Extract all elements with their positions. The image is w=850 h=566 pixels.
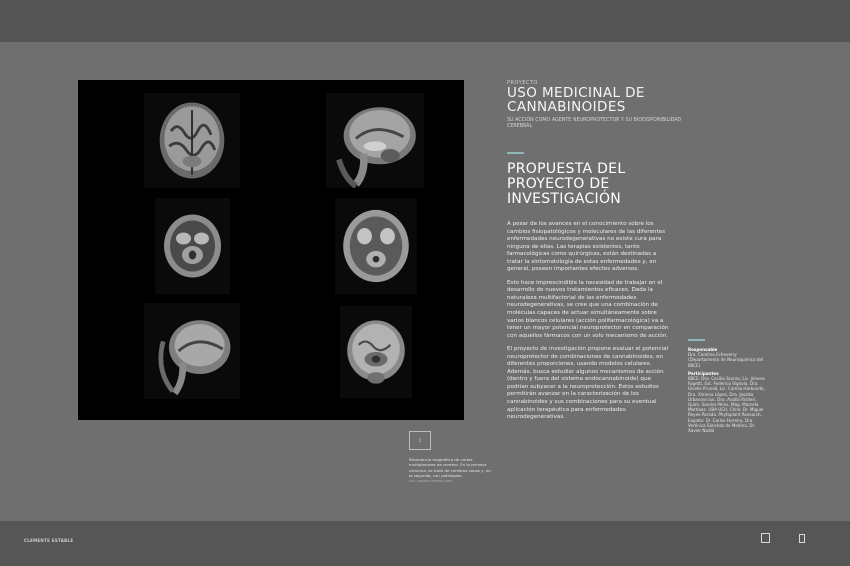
figure-credit: Foto: IMAGEM (CEDTC) 1993 [409,479,452,484]
figure-caption [409,457,491,484]
mri-axial-healthy [155,198,230,294]
brain-scan-image-3 [155,198,230,294]
body-paragraph-2: Esto hace imprescindible la necesidad de trabajar en el desarrollo de nuevos tratamientos eficaces. Dada la naturaleza multifactorial de las enfermedades neurodegenerativas, se cree que una combinación de moléculas capaces de actuar simultáneamente sobre varios blancos celulares (acción polifarmacológica) va a tener un mayor potencial neuroprotector en comparación con aquellos fármacos con un solo mecanismo de acción. [507,279,669,339]
mri-coronal-pathology [340,306,412,398]
accent-divider [507,152,524,154]
footer-institution: CLEMENTE ESTABLE [24,538,74,543]
top-bar [0,0,850,42]
footer-logos [761,533,826,543]
brain-scan-image-1 [144,93,240,188]
mri-axial-pathology [335,198,417,294]
project-title: USO MEDICINAL DE CANNABINOIDES [507,85,645,115]
university-emblem-icon [761,533,770,543]
participantes-list: IIBCE: Dra. Cecilia Scorza, Lic. Jimena Fagetti, Est. Federico Vignolo, Dra. Giselle Prunell, Lic. Camila Harbondo, Dra. Ximena López, Dra. Jessika Urbanavicius, Dra. Analía Richeri, Quím. Sandra Pérez, Mag. Marcela Martínez. UBA-UCH, Chile: Dr. Miguel Reyes-Parada. Phytoplant Research, España: Dr. Carlos Ferreiro, Dra. Verónica Sánchez de Medina, Dr. Xavier Nadal [688,376,765,434]
figure-caption-text: Resonancia magnética de cortes multiplanares de cerebro. En la primera columna, se trata de cerebros sanos y, en la segunda, con patologías. [409,457,491,478]
institute-logo [799,534,826,543]
participantes-label: Participantes [688,370,719,376]
university-logo [761,533,791,543]
responsable-name: Dra. Carolina Echeverry (Departamento de Neuroquímica del IIBCE) [688,352,764,368]
project-subtitle: SU ACCIÓN COMO AGENTE NEUROPROTECTOR Y SU BIODISPONIBILIDAD CEREBRAL [507,118,682,129]
sidebar-accent-divider [688,339,705,341]
section-title: PROPUESTA DEL PROYECTO DE INVESTIGACIÓN [507,161,626,207]
body-paragraph-3: El proyecto de investigación propone evaluar el potencial neuroprotector de combinaciones de cannabinoides, en diferentes proporciones, usando modelos celulares. Además, busca estudiar algunos mecanismos de acción (dentro y fuera del sistema endocannabinoide) que podrían subyacer a la neuroprotección. Estos estudios permitirán avanzar en la caracterización de los cannabinoides y sus combinaciones para su eventual aplicación terapéutica para enfermedades neurodegenerativas. [507,346,669,421]
credits-sidebar [688,344,768,433]
body-paragraph-1: A pesar de los avances en el conocimiento sobre los cambios fisiopatológicos y moleculares de las diferentes enfermedades neurodegenerativas no existe cura para ninguna de ellas. Las terapias existentes, tanto farmacológicas como quirúrgicas, están destinadas a tratar la sintomatología de estas enfermedades y, en general, poseen importantes efectos adversos. [507,221,665,273]
institute-logo-mark [799,534,805,543]
project-kicker: PROYECTO [507,80,538,86]
body-text [507,221,670,428]
mri-figure-panel [78,80,464,420]
mri-axial-coronal-healthy [144,93,240,188]
mri-sagittal-healthy [144,303,240,399]
brain-scan-image-2 [326,93,424,188]
brain-scan-image-5 [144,303,240,399]
responsable-label: Responsable [688,347,718,352]
bottom-bar [0,521,850,566]
figure-number: 1 [409,431,431,450]
brain-scan-image-4 [335,198,417,294]
brain-scan-image-6 [340,306,412,398]
mri-sagittal-pathology [326,93,424,188]
